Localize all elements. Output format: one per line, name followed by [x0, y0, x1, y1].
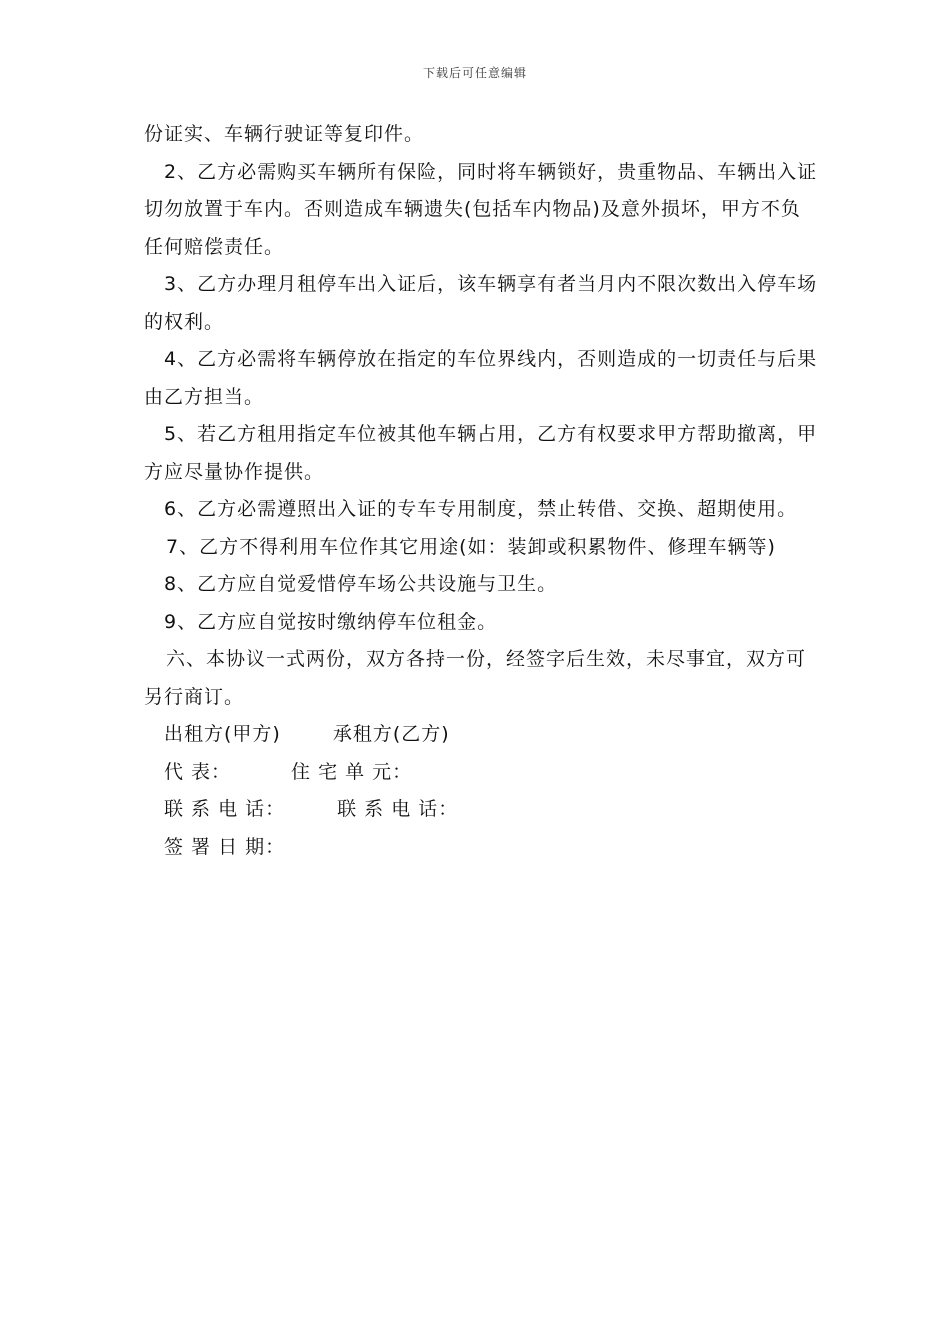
signature-parties-row — [144, 716, 820, 754]
lessor-label: 出租方(甲方) — [164, 723, 281, 745]
lessee-phone-label: 联 系 电 话： — [337, 798, 459, 820]
lessee-label: 承租方(乙方) — [332, 723, 450, 745]
sign-date-label: 签 署 日 期： — [164, 835, 286, 858]
signature-phone-row — [144, 791, 820, 829]
representative-label: 代 表： — [164, 760, 232, 783]
paragraph-0: 份证实、车辆行驶证等复印件。 — [144, 123, 425, 145]
clause-3: 3、乙方办理月租停车出入证后，该车辆享有者当月内不限次数出入停车场的权利。 — [144, 273, 818, 333]
clause-9: 9、乙方应自觉按时缴纳停车位租金。 — [164, 610, 498, 633]
lessor-phone-label: 联 系 电 话： — [164, 798, 286, 820]
clause-4: 4、乙方必需将车辆停放在指定的车位界线内，否则造成的一切责任与后果由乙方担当。 — [144, 348, 818, 408]
document-body — [144, 116, 820, 866]
page-header: 下载后可任意编辑 — [422, 66, 527, 80]
clause-6: 6、乙方必需遵照出入证的专车专用制度，禁止转借、交换、超期使用。 — [164, 498, 798, 520]
clause-8: 8、乙方应自觉爱惜停车场公共设施与卫生。 — [164, 573, 558, 595]
clause-5: 5、若乙方租用指定车位被其他车辆占用，乙方有权要求甲方帮助撤离，甲方应尽量协作提供。 — [144, 423, 818, 483]
clause-2: 2、乙方必需购买车辆所有保险，同时将车辆锁好，贵重物品、车辆出入证切勿放置于车内。否则造成车辆遗失(包括车内物品)及意外损坏，甲方不负任何赔偿责任。 — [144, 160, 818, 258]
signature-rep-row — [144, 754, 820, 792]
residential-unit-label: 住 宅 单 元： — [291, 760, 413, 783]
clause-7: 7、乙方不得利用车位作其它用途(如：装卸或积累物件、修理车辆等) — [166, 535, 776, 558]
signature-date-row — [144, 829, 820, 867]
clause-six: 六、本协议一式两份，双方各持一份，经签字后生效，未尽事宜，双方可另行商订。 — [144, 648, 807, 708]
